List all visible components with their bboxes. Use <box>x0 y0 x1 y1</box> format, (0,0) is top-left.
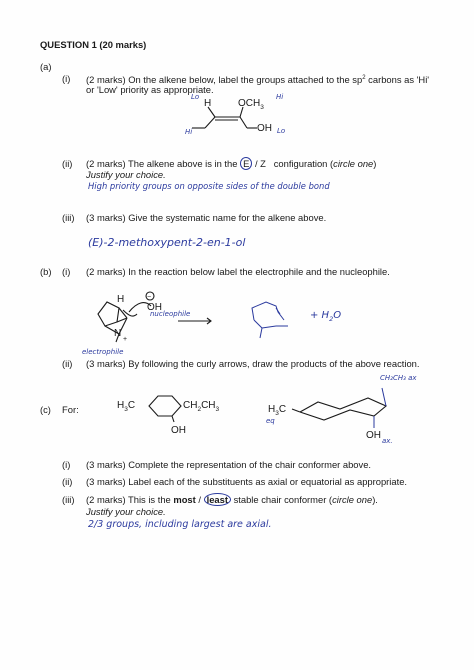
alkene-h-label: H <box>204 98 212 109</box>
part-b-i-question: (2 marks) In the reaction below label the electrophile and the nucleophile. <box>86 266 390 277</box>
part-b-label: (b) <box>40 266 52 277</box>
hw-answer-c-iii: 2/3 groups, including largest are axial. <box>88 519 272 530</box>
hw-hi-top: Hi <box>276 93 284 101</box>
part-c-iii-question: (2 marks) This is the most / least stable chair conformer (circle one). <box>86 494 378 505</box>
part-c-iii-number: (iii) <box>62 494 75 505</box>
hydroxide-oh-label: OH <box>147 302 162 313</box>
hw-hi-bottom: Hi <box>185 128 193 136</box>
chair-h3c-label: $H_3C$ <box>268 404 287 417</box>
part-c-i-question: (3 marks) Complete the representation of the chair conformer above. <box>86 459 372 470</box>
hw-electrophile: electrophile <box>82 348 124 356</box>
part-c-iii-justify: Justify your choice. <box>86 506 166 517</box>
part-a-ii-question: (2 marks) The alkene above is in the E / Z configuration (circle one) <box>86 158 377 169</box>
hw-answer-a-ii: High priority groups on opposite sides of the double bond <box>88 181 330 191</box>
part-a-label: (a) <box>40 61 52 72</box>
iminium-n-label: N <box>114 328 122 339</box>
part-a-i-question: (2 marks) On the alkene below, label the groups attached to the $sp^2$ carbons as 'Hi' <box>86 74 430 86</box>
chair-oh-label: OH <box>366 430 381 441</box>
iminium-plus-sign: + <box>123 336 128 343</box>
chair-conformer <box>290 380 400 440</box>
circled-e-option: E <box>240 157 252 170</box>
alkene-oh-label: OH <box>257 123 272 134</box>
part-a-ii-justify: Justify your choice. <box>86 169 166 180</box>
part-c-for-label: For: <box>62 404 79 415</box>
part-a-i-question-line2: or 'Low' priority as appropriate. <box>86 84 214 95</box>
cyclohexane-ethyl-label: $CH_2CH_3$ <box>183 400 220 413</box>
circled-least-option: least <box>204 493 231 506</box>
hydroxide-minus-sign: − <box>147 294 152 301</box>
hw-water-product: + $H_2O$ <box>310 310 342 323</box>
iminium-h-label: H <box>117 294 125 305</box>
alkene-och3-label: $OCH_3$ <box>238 98 264 111</box>
hw-nucleophile: nucleophile <box>150 310 191 318</box>
hw-equatorial: eq <box>266 417 275 425</box>
hw-oh-axial: ax. <box>382 437 393 445</box>
question-title: QUESTION 1 (20 marks) <box>40 39 147 50</box>
part-a-i-number: (i) <box>62 73 71 84</box>
part-b-ii-question: (3 marks) By following the curly arrows, draw the products of the above reaction. <box>86 358 420 369</box>
part-a-iii-number: (iii) <box>62 212 75 223</box>
part-a-iii-question: (3 marks) Give the systematic name for the alkene above. <box>86 212 327 223</box>
hw-product-structure <box>240 298 300 343</box>
part-b-i-number: (i) <box>62 266 71 277</box>
part-c-ii-number: (ii) <box>62 476 73 487</box>
cyclohexane-oh-label: OH <box>171 425 186 436</box>
hw-lo-bottom: Lo <box>277 127 286 135</box>
hw-ethyl-axial: CH₂CH₃ ax <box>380 374 417 382</box>
part-b-ii-number: (ii) <box>62 358 73 369</box>
cyclohexane-h3c-label: $H_3C$ <box>117 400 136 413</box>
hw-lo-top: Lo <box>191 93 200 101</box>
part-c-ii-question: (3 marks) Label each of the substituents as axial or equatorial as appropriate. <box>86 476 408 487</box>
part-c-i-number: (i) <box>62 459 71 470</box>
part-c-label: (c) <box>40 404 51 415</box>
hw-answer-a-iii: (E)-2-methoxypent-2-en-1-ol <box>88 236 246 249</box>
part-a-ii-number: (ii) <box>62 158 73 169</box>
